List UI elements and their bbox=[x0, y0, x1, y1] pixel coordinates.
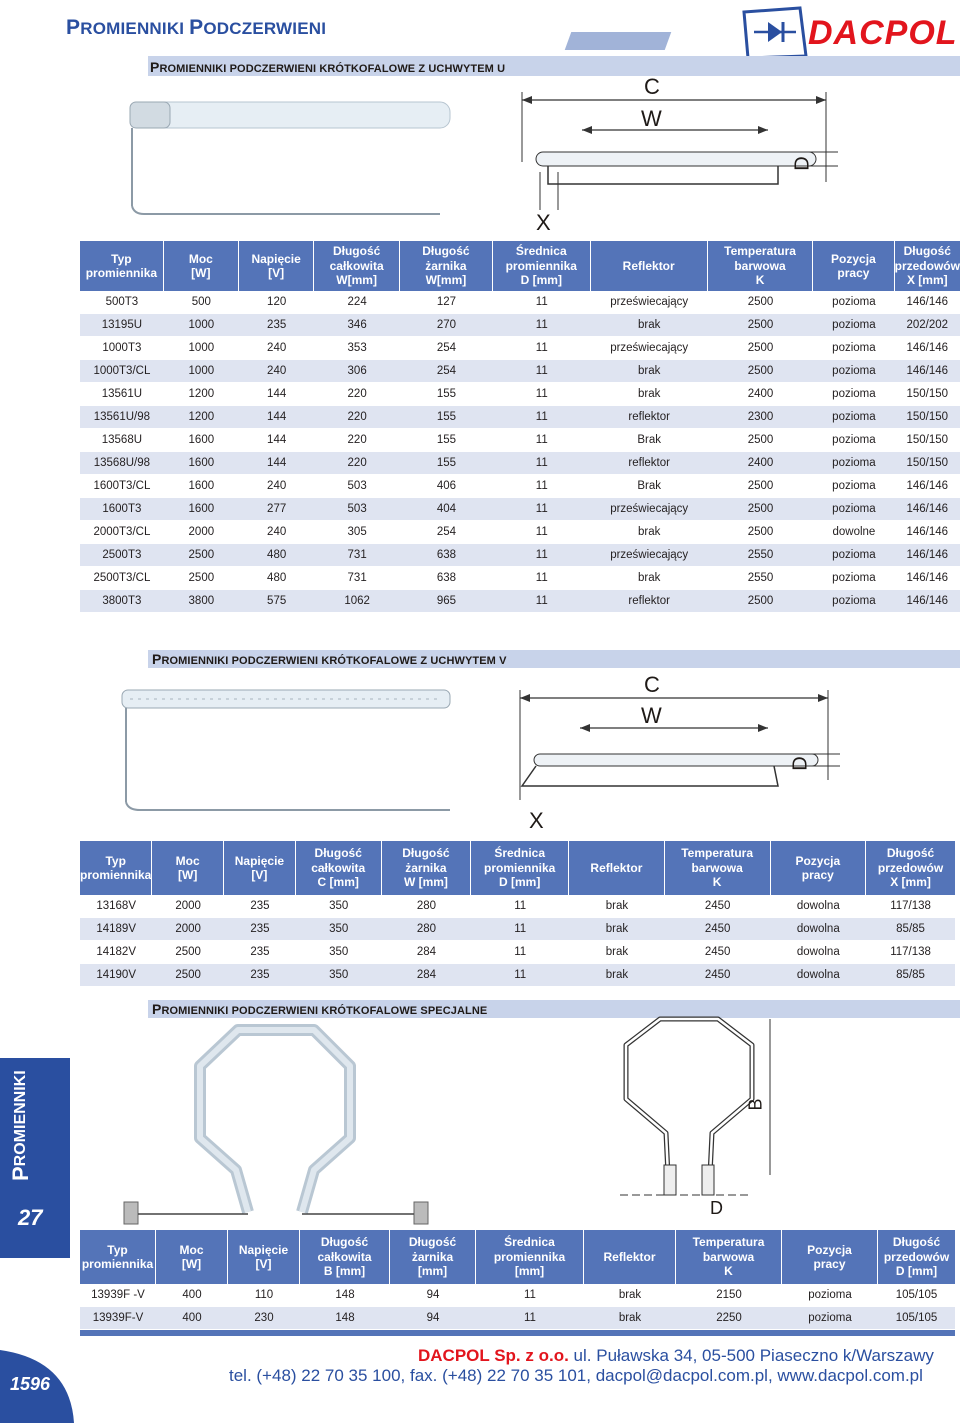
table-cell: 270 bbox=[400, 314, 493, 337]
u-lamp-photo bbox=[120, 96, 460, 226]
header-cell: Typ promiennika bbox=[80, 241, 164, 291]
page-title: PROMIENNIKI PODCZERWIENI bbox=[66, 16, 327, 39]
table-cell: 202/202 bbox=[895, 314, 960, 337]
table-cell: 2450 bbox=[665, 895, 771, 918]
table-cell: 2400 bbox=[708, 383, 813, 406]
table-cell: Brak bbox=[591, 429, 708, 452]
table-cell: 1200 bbox=[164, 383, 239, 406]
table-cell: 120 bbox=[239, 291, 315, 314]
table-cell: 155 bbox=[400, 383, 493, 406]
table-cell: pozioma bbox=[813, 590, 894, 613]
header-cell: Reflektor bbox=[584, 1230, 676, 1284]
header-cell: Typ promiennika bbox=[80, 841, 152, 895]
table-cell: brak bbox=[591, 383, 708, 406]
table-cell: 503 bbox=[314, 475, 399, 498]
table-cell: 155 bbox=[400, 452, 493, 475]
table-cell: 11 bbox=[493, 498, 591, 521]
label-x1: X bbox=[536, 210, 551, 235]
header-cell: Średnica promiennika D [mm] bbox=[471, 841, 569, 895]
table-row bbox=[80, 964, 955, 987]
table-cell: dowolna bbox=[771, 895, 867, 918]
table-cell: 146/146 bbox=[895, 291, 960, 314]
diode-logo-icon bbox=[740, 4, 810, 60]
table-cell: brak bbox=[584, 1307, 676, 1330]
table-cell: 305 bbox=[314, 521, 399, 544]
header-cell: Napięcie [V] bbox=[224, 841, 296, 895]
table-cell: 13568U/98 bbox=[80, 452, 164, 475]
table-row bbox=[80, 291, 960, 314]
header-cell: Długość przedowów X [mm] bbox=[866, 841, 955, 895]
table-cell: 235 bbox=[224, 918, 296, 941]
label-w1: W bbox=[641, 106, 662, 131]
table-row bbox=[80, 452, 960, 475]
table-cell: 11 bbox=[476, 1284, 584, 1307]
label-c2: C bbox=[644, 672, 660, 697]
table-cell: 224 bbox=[314, 291, 399, 314]
table-cell: dowolna bbox=[771, 964, 867, 987]
header-cell: Temperatura barwowa K bbox=[676, 1230, 782, 1284]
table-cell: 2500T3/CL bbox=[80, 567, 164, 590]
table-cell: 11 bbox=[493, 429, 591, 452]
logo-text: DACPOL bbox=[808, 14, 958, 52]
table-cell: pozioma bbox=[813, 544, 894, 567]
table-cell: 85/85 bbox=[866, 918, 955, 941]
dacpol-logo bbox=[740, 4, 960, 60]
table-cell: 117/138 bbox=[866, 895, 955, 918]
table-row bbox=[80, 498, 960, 521]
table-cell: 235 bbox=[224, 941, 296, 964]
table-cell: 3800T3 bbox=[80, 590, 164, 613]
table-cell: reflektor bbox=[591, 452, 708, 475]
side-tab-number: 27 bbox=[18, 1205, 43, 1230]
table-cell: 150/150 bbox=[895, 452, 960, 475]
table-cell: 155 bbox=[400, 429, 493, 452]
table-row bbox=[80, 429, 960, 452]
table-cell: 575 bbox=[239, 590, 315, 613]
header-cell: Reflektor bbox=[569, 841, 665, 895]
header-cell: Długość całkowita C [mm] bbox=[296, 841, 382, 895]
table-cell: pozioma bbox=[813, 360, 894, 383]
table-cell: 13561U/98 bbox=[80, 406, 164, 429]
table-cell: 500 bbox=[164, 291, 239, 314]
header-cell: Temperatura barwowa K bbox=[708, 241, 813, 291]
table-cell: 350 bbox=[296, 895, 382, 918]
label-d2: D bbox=[789, 756, 812, 771]
table-cell: 404 bbox=[400, 498, 493, 521]
table-cell: 144 bbox=[239, 429, 315, 452]
table-cell: 110 bbox=[228, 1284, 300, 1307]
table-cell: 1000T3/CL bbox=[80, 360, 164, 383]
table-cell: brak bbox=[569, 918, 665, 941]
table-cell: 1600 bbox=[164, 452, 239, 475]
table-cell: 94 bbox=[390, 1284, 476, 1307]
table-cell: 277 bbox=[239, 498, 315, 521]
header-cell: Średnica promiennika D [mm] bbox=[493, 241, 591, 291]
table-cell: 2500 bbox=[708, 337, 813, 360]
section-title-u: PROMIENNIKI PODCZERWIENI KRÓTKOFALOWE Z UCHWYTEM U bbox=[150, 59, 506, 75]
table-cell: brak bbox=[569, 895, 665, 918]
table-cell: brak bbox=[569, 941, 665, 964]
header-cell: Długość całkowita W[mm] bbox=[314, 241, 399, 291]
table-cell: 2500 bbox=[164, 544, 239, 567]
table-cell: 2500T3 bbox=[80, 544, 164, 567]
table-cell: 638 bbox=[400, 544, 493, 567]
table-cell: 146/146 bbox=[895, 337, 960, 360]
table-cell: 11 bbox=[493, 567, 591, 590]
table-row bbox=[80, 314, 960, 337]
table-cell: 14182V bbox=[80, 941, 152, 964]
header-band bbox=[565, 32, 672, 50]
table-cell: 731 bbox=[314, 544, 399, 567]
table-cell: brak bbox=[591, 360, 708, 383]
footer-company: DACPOL Sp. z o.o. bbox=[418, 1346, 569, 1365]
footer-contact: tel. (+48) 22 70 35 100, fax. (+48) 22 70 35 101, dacpol@dacpol.com.pl, www.dacpol.com.pl bbox=[229, 1366, 923, 1385]
header-cell: Napięcie [V] bbox=[228, 1230, 300, 1284]
table-cell: 1000T3 bbox=[80, 337, 164, 360]
table-cell: 2000 bbox=[164, 521, 239, 544]
table-cell: 2500 bbox=[708, 590, 813, 613]
table-cell: pozioma bbox=[813, 383, 894, 406]
table-cell: 350 bbox=[296, 964, 382, 987]
table-cell: 406 bbox=[400, 475, 493, 498]
table-cell: reflektor bbox=[591, 590, 708, 613]
table-cell: 240 bbox=[239, 337, 315, 360]
table-cell: 146/146 bbox=[895, 590, 960, 613]
table-cell: 2450 bbox=[665, 964, 771, 987]
table-cell: 2500 bbox=[164, 567, 239, 590]
table-cell: brak bbox=[591, 567, 708, 590]
table-cell: pozioma bbox=[813, 291, 894, 314]
table-cell: 1062 bbox=[314, 590, 399, 613]
table-cell: pozioma bbox=[782, 1307, 878, 1330]
section-title-special: PROMIENNIKI PODCZERWIENI KRÓTKOFALOWE SPECJALNE bbox=[152, 1001, 488, 1017]
header-cell: Moc [W] bbox=[156, 1230, 228, 1284]
table-cell: 220 bbox=[314, 383, 399, 406]
table-cell: 85/85 bbox=[866, 964, 955, 987]
table-cell: 146/146 bbox=[895, 567, 960, 590]
table-cell: pozioma bbox=[813, 429, 894, 452]
table-special bbox=[80, 1230, 955, 1330]
table-cell: 2000 bbox=[152, 918, 224, 941]
table-cell: 117/138 bbox=[866, 941, 955, 964]
table-cell: 144 bbox=[239, 383, 315, 406]
table-cell: 254 bbox=[400, 337, 493, 360]
table-cell: 146/146 bbox=[895, 498, 960, 521]
label-x2: X bbox=[529, 808, 544, 833]
header-cell: Długość żarnika W[mm] bbox=[400, 241, 493, 291]
table-cell: 2550 bbox=[708, 544, 813, 567]
table-cell: pozioma bbox=[813, 337, 894, 360]
table-cell: 284 bbox=[382, 941, 472, 964]
table-row bbox=[80, 895, 955, 918]
table-cell: 350 bbox=[296, 918, 382, 941]
table-cell: 146/146 bbox=[895, 521, 960, 544]
table-cell: 400 bbox=[156, 1284, 228, 1307]
header-cell: Długość żarnika W [mm] bbox=[382, 841, 472, 895]
table-row bbox=[80, 406, 960, 429]
table-cell: pozioma bbox=[813, 314, 894, 337]
table-cell: 13939F -V bbox=[80, 1284, 156, 1307]
table-cell: 148 bbox=[300, 1284, 390, 1307]
table-cell: 2300 bbox=[708, 406, 813, 429]
table-cell: 11 bbox=[493, 521, 591, 544]
table-cell: przeświecający bbox=[591, 498, 708, 521]
header-cell: Pozycja pracy bbox=[813, 241, 894, 291]
side-tab-label: PROMIENNIKI bbox=[8, 1070, 33, 1182]
table-cell: 220 bbox=[314, 406, 399, 429]
table-v-body bbox=[80, 895, 955, 987]
table-cell: 2500 bbox=[708, 314, 813, 337]
table-cell: 220 bbox=[314, 452, 399, 475]
table-row bbox=[80, 567, 960, 590]
table-row bbox=[80, 918, 955, 941]
table-row bbox=[80, 521, 960, 544]
header-cell: Długość całkowita B [mm] bbox=[300, 1230, 390, 1284]
table-cell: 220 bbox=[314, 429, 399, 452]
table-cell: 353 bbox=[314, 337, 399, 360]
section-title-v: PROMIENNIKI PODCZERWIENI KRÓTKOFALOWE Z UCHWYTEM V bbox=[152, 651, 507, 667]
label-b3: B bbox=[745, 1098, 766, 1111]
v-lamp-diagram bbox=[478, 670, 858, 830]
table-cell: 2500 bbox=[708, 360, 813, 383]
table-row bbox=[80, 941, 955, 964]
table-cell: 240 bbox=[239, 360, 315, 383]
table-row bbox=[80, 383, 960, 406]
label-d3: D bbox=[710, 1198, 723, 1218]
header-cell: Długość żarnika [mm] bbox=[390, 1230, 476, 1284]
table-cell: pozioma bbox=[813, 567, 894, 590]
table-cell: 280 bbox=[382, 895, 472, 918]
table-cell: 2500 bbox=[708, 429, 813, 452]
table-cell: pozioma bbox=[782, 1284, 878, 1307]
table-cell: pozioma bbox=[813, 475, 894, 498]
table-cell: 148 bbox=[300, 1307, 390, 1330]
table-cell: 2500 bbox=[708, 521, 813, 544]
table-cell: 306 bbox=[314, 360, 399, 383]
table-cell: 240 bbox=[239, 521, 315, 544]
table-cell: 11 bbox=[493, 590, 591, 613]
table-special-body bbox=[80, 1284, 955, 1330]
header-cell: Moc [W] bbox=[152, 841, 224, 895]
table-cell: dowolne bbox=[813, 521, 894, 544]
table-cell: pozioma bbox=[813, 406, 894, 429]
header-cell: Typ promiennika bbox=[80, 1230, 156, 1284]
table-cell: 11 bbox=[493, 291, 591, 314]
table-cell: 1600T3/CL bbox=[80, 475, 164, 498]
table-cell: 11 bbox=[493, 452, 591, 475]
table-cell: 230 bbox=[228, 1307, 300, 1330]
table-cell: 13568U bbox=[80, 429, 164, 452]
table-cell: 13939F-V bbox=[80, 1307, 156, 1330]
table-cell: 2000T3/CL bbox=[80, 521, 164, 544]
table-cell: przeświecający bbox=[591, 291, 708, 314]
table-cell: brak bbox=[591, 314, 708, 337]
table-cell: 11 bbox=[471, 964, 569, 987]
table-cell: 11 bbox=[471, 918, 569, 941]
table-cell: 105/105 bbox=[878, 1307, 955, 1330]
page-number: 1596 bbox=[10, 1374, 51, 1394]
table-cell: 144 bbox=[239, 452, 315, 475]
table-cell: 105/105 bbox=[878, 1284, 955, 1307]
table-special-bottom-bar bbox=[80, 1330, 955, 1336]
table-cell: 2500 bbox=[708, 498, 813, 521]
table-cell: 503 bbox=[314, 498, 399, 521]
table-cell: 127 bbox=[400, 291, 493, 314]
table-cell: przeświecający bbox=[591, 544, 708, 567]
table-cell: 2550 bbox=[708, 567, 813, 590]
table-cell: 11 bbox=[493, 337, 591, 360]
table-cell: 146/146 bbox=[895, 360, 960, 383]
table-cell: brak bbox=[591, 521, 708, 544]
table-cell: 500T3 bbox=[80, 291, 164, 314]
table-cell: 13561U bbox=[80, 383, 164, 406]
table-cell: 11 bbox=[493, 406, 591, 429]
table-cell: 13168V bbox=[80, 895, 152, 918]
table-cell: Brak bbox=[591, 475, 708, 498]
table-cell: 2400 bbox=[708, 452, 813, 475]
table-row bbox=[80, 475, 960, 498]
table-cell: 965 bbox=[400, 590, 493, 613]
table-cell: 346 bbox=[314, 314, 399, 337]
header-cell: Reflektor bbox=[591, 241, 708, 291]
table-cell: 480 bbox=[239, 567, 315, 590]
special-lamp-photo bbox=[118, 1020, 438, 1235]
table-cell: 155 bbox=[400, 406, 493, 429]
table-row bbox=[80, 1307, 955, 1330]
table-cell: 11 bbox=[493, 314, 591, 337]
v-lamp-photo bbox=[110, 684, 455, 819]
table-cell: 2500 bbox=[152, 941, 224, 964]
table-cell: 1200 bbox=[164, 406, 239, 429]
table-cell: brak bbox=[584, 1284, 676, 1307]
table-cell: dowolna bbox=[771, 918, 867, 941]
table-cell: 280 bbox=[382, 918, 472, 941]
table-cell: 150/150 bbox=[895, 406, 960, 429]
table-cell: 350 bbox=[296, 941, 382, 964]
table-cell: 146/146 bbox=[895, 544, 960, 567]
table-cell: 1000 bbox=[164, 360, 239, 383]
table-cell: 1600 bbox=[164, 475, 239, 498]
table-cell: dowolna bbox=[771, 941, 867, 964]
table-cell: 2450 bbox=[665, 941, 771, 964]
table-cell: 94 bbox=[390, 1307, 476, 1330]
table-cell: 2450 bbox=[665, 918, 771, 941]
table-cell: 11 bbox=[493, 360, 591, 383]
table-cell: 13195U bbox=[80, 314, 164, 337]
table-cell: 638 bbox=[400, 567, 493, 590]
header-cell: Długość przedowów D [mm] bbox=[878, 1230, 955, 1284]
header-cell: Pozycja pracy bbox=[782, 1230, 878, 1284]
table-cell: 11 bbox=[493, 544, 591, 567]
table-cell: 146/146 bbox=[895, 475, 960, 498]
header-cell: Długość przedowów X [mm] bbox=[895, 241, 960, 291]
table-cell: 2000 bbox=[152, 895, 224, 918]
table-row bbox=[80, 337, 960, 360]
table-cell: 11 bbox=[493, 383, 591, 406]
table-cell: 235 bbox=[224, 895, 296, 918]
table-cell: 240 bbox=[239, 475, 315, 498]
table-cell: 3800 bbox=[164, 590, 239, 613]
table-cell: 11 bbox=[471, 941, 569, 964]
table-cell: 11 bbox=[476, 1307, 584, 1330]
table-cell: pozioma bbox=[813, 498, 894, 521]
label-w2: W bbox=[641, 703, 662, 728]
table-cell: 731 bbox=[314, 567, 399, 590]
table-cell: 235 bbox=[239, 314, 315, 337]
header-cell: Średnica promiennika [mm] bbox=[476, 1230, 584, 1284]
footer-address: ul. Puławska 34, 05-500 Piaseczno k/Warszawy bbox=[573, 1346, 934, 1365]
label-d1: D bbox=[791, 156, 814, 171]
table-cell: 400 bbox=[156, 1307, 228, 1330]
table-cell: 2250 bbox=[676, 1307, 782, 1330]
table-cell: 150/150 bbox=[895, 429, 960, 452]
header-cell: Pozycja pracy bbox=[771, 841, 867, 895]
table-cell: brak bbox=[569, 964, 665, 987]
special-lamp-diagram bbox=[600, 1015, 780, 1225]
table-cell: 1600 bbox=[164, 429, 239, 452]
table-cell: 14190V bbox=[80, 964, 152, 987]
table-cell: 11 bbox=[471, 895, 569, 918]
table-cell: 2500 bbox=[708, 475, 813, 498]
table-cell: 1000 bbox=[164, 314, 239, 337]
table-cell: 150/150 bbox=[895, 383, 960, 406]
table-row bbox=[80, 544, 960, 567]
header-cell: Temperatura barwowa K bbox=[665, 841, 771, 895]
table-u bbox=[80, 241, 960, 613]
header-cell: Napięcie [V] bbox=[239, 241, 315, 291]
table-cell: 480 bbox=[239, 544, 315, 567]
table-cell: 235 bbox=[224, 964, 296, 987]
table-cell: pozioma bbox=[813, 452, 894, 475]
table-cell: 254 bbox=[400, 521, 493, 544]
table-row bbox=[80, 1284, 955, 1307]
table-u-body bbox=[80, 291, 960, 613]
table-row bbox=[80, 590, 960, 613]
header-cell: Moc [W] bbox=[164, 241, 239, 291]
table-v bbox=[80, 841, 955, 987]
table-cell: 14189V bbox=[80, 918, 152, 941]
table-cell: reflektor bbox=[591, 406, 708, 429]
table-cell: 1600T3 bbox=[80, 498, 164, 521]
table-cell: 254 bbox=[400, 360, 493, 383]
label-c1: C bbox=[644, 74, 660, 99]
table-cell: 144 bbox=[239, 406, 315, 429]
table-cell: 1600 bbox=[164, 498, 239, 521]
table-cell: 2500 bbox=[152, 964, 224, 987]
table-cell: 284 bbox=[382, 964, 472, 987]
table-cell: przeświecający bbox=[591, 337, 708, 360]
footer-company-line bbox=[418, 1346, 934, 1366]
table-cell: 2500 bbox=[708, 291, 813, 314]
table-cell: 2150 bbox=[676, 1284, 782, 1307]
table-cell: 11 bbox=[493, 475, 591, 498]
table-row bbox=[80, 360, 960, 383]
table-cell: 1000 bbox=[164, 337, 239, 360]
